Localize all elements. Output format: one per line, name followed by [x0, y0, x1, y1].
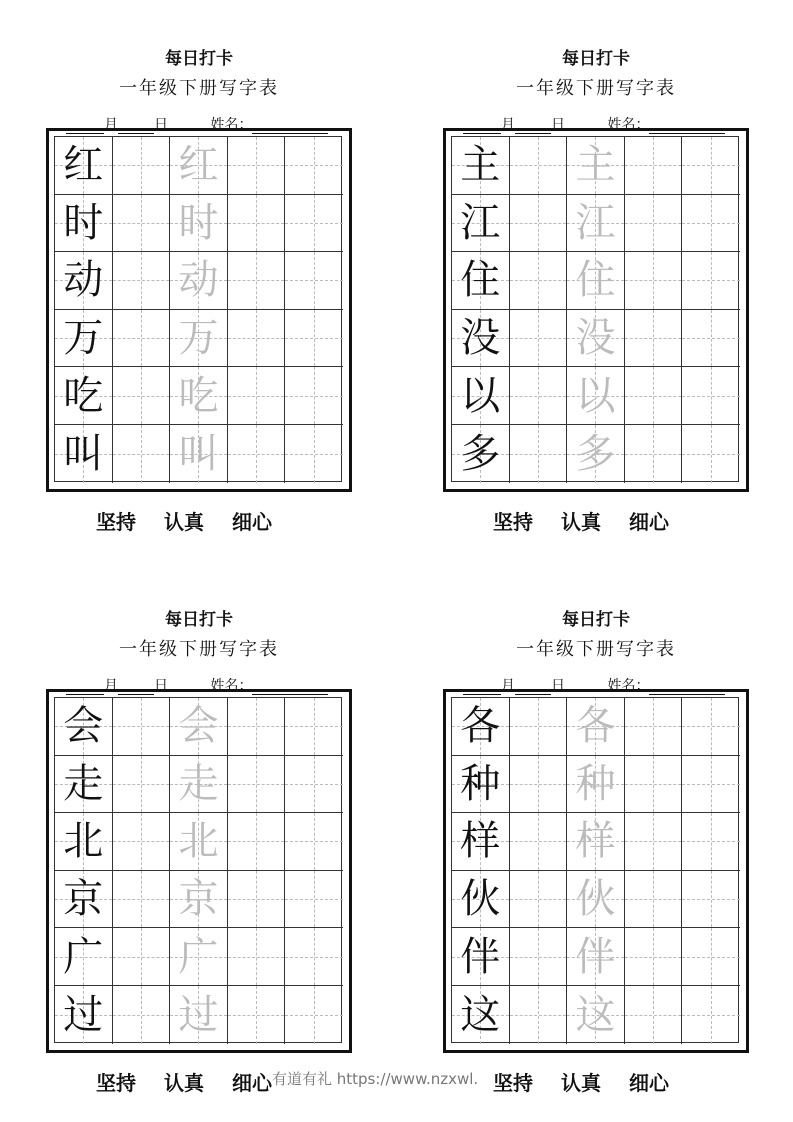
grid-cell[interactable] [113, 986, 171, 1044]
grid-cell[interactable] [113, 137, 171, 195]
grid-cell[interactable] [113, 425, 171, 483]
grid-cell[interactable] [285, 367, 343, 425]
grid-cell[interactable] [682, 310, 740, 368]
motto-word: 坚持 [493, 1071, 533, 1095]
grid-cell[interactable] [682, 252, 740, 310]
grid-cell[interactable] [113, 871, 171, 929]
trace-character: 吃 [178, 372, 219, 419]
trace-character: 住 [575, 257, 616, 304]
motto-word: 认真 [164, 1071, 204, 1095]
grid-cell[interactable] [510, 252, 568, 310]
grid-cell [55, 928, 113, 986]
motto-word: 细心 [232, 510, 272, 534]
motto [493, 1067, 697, 1096]
model-character: 过 [63, 991, 104, 1038]
grid-cell[interactable] [510, 195, 568, 253]
grid-cell[interactable] [682, 928, 740, 986]
grid-cell [567, 928, 625, 986]
model-character: 会 [63, 703, 104, 750]
day-label: 日 [551, 117, 565, 133]
day-label: 日 [551, 678, 565, 694]
grid-cell[interactable] [228, 425, 286, 483]
grid-cell[interactable] [285, 871, 343, 929]
day-label: 日 [154, 678, 168, 694]
grid-cell [452, 986, 510, 1044]
model-character: 这 [460, 991, 501, 1038]
grid-cell[interactable] [285, 986, 343, 1044]
grid-cell[interactable] [113, 252, 171, 310]
grid-cell[interactable] [625, 137, 683, 195]
motto-word: 细心 [629, 1071, 669, 1095]
grid-cell[interactable] [113, 698, 171, 756]
grid-cell [170, 756, 228, 814]
grid-cell [567, 756, 625, 814]
grid-cell [567, 813, 625, 871]
month-label: 月 [104, 678, 118, 694]
grid-cell [452, 813, 510, 871]
writing-box [443, 128, 749, 492]
grid-cell[interactable] [510, 425, 568, 483]
model-character: 叫 [63, 430, 104, 477]
grid-cell [170, 986, 228, 1044]
grid-cell[interactable] [682, 137, 740, 195]
trace-character: 红 [178, 142, 219, 189]
grid-cell[interactable] [285, 425, 343, 483]
grid-cell[interactable] [228, 310, 286, 368]
grid-cell[interactable] [228, 813, 286, 871]
grid-cell[interactable] [113, 310, 171, 368]
grid-cell[interactable] [510, 871, 568, 929]
grid-cell[interactable] [228, 195, 286, 253]
trace-character: 这 [575, 991, 616, 1038]
card-subtitle: 一年级下册写字表 [119, 78, 279, 99]
grid-cell[interactable] [682, 367, 740, 425]
grid-cell[interactable] [510, 756, 568, 814]
model-character: 住 [460, 257, 501, 304]
grid-cell [55, 310, 113, 368]
grid-cell[interactable] [625, 986, 683, 1044]
trace-character: 种 [575, 760, 616, 807]
card-title: 每日打卡 [562, 49, 630, 69]
trace-character: 北 [178, 818, 219, 865]
grid-cell [170, 195, 228, 253]
grid-cell [55, 195, 113, 253]
model-character: 走 [63, 760, 104, 807]
grid-cell [452, 137, 510, 195]
grid-cell[interactable] [625, 195, 683, 253]
trace-character: 以 [575, 372, 616, 419]
trace-character: 时 [178, 199, 219, 246]
grid-cell[interactable] [682, 871, 740, 929]
grid-cell[interactable] [228, 871, 286, 929]
grid-cell[interactable] [625, 252, 683, 310]
model-character: 吃 [63, 372, 104, 419]
writing-box [443, 689, 749, 1053]
card-title: 每日打卡 [562, 610, 630, 630]
trace-character: 万 [178, 315, 219, 362]
grid-cell [55, 871, 113, 929]
grid-cell [55, 252, 113, 310]
writing-box [46, 689, 352, 1053]
trace-character: 样 [575, 818, 616, 865]
card-title: 每日打卡 [165, 610, 233, 630]
grid-cell[interactable] [285, 195, 343, 253]
grid-cell [170, 698, 228, 756]
model-character: 伴 [460, 933, 501, 980]
grid-cell[interactable] [113, 367, 171, 425]
motto-word: 认真 [164, 510, 204, 534]
model-character: 北 [63, 818, 104, 865]
grid-cell[interactable] [285, 756, 343, 814]
grid-cell [55, 986, 113, 1044]
motto-word: 坚持 [493, 510, 533, 534]
grid-cell[interactable] [510, 310, 568, 368]
card-subtitle: 一年级下册写字表 [119, 639, 279, 660]
trace-character: 会 [178, 703, 219, 750]
grid-cell[interactable] [285, 698, 343, 756]
model-character: 动 [63, 257, 104, 304]
grid-cell [452, 871, 510, 929]
grid-cell[interactable] [228, 698, 286, 756]
motto-word: 坚持 [96, 1071, 136, 1095]
grid-cell[interactable] [682, 813, 740, 871]
grid-cell [452, 195, 510, 253]
model-character: 没 [460, 315, 501, 362]
month-label: 月 [501, 678, 515, 694]
writing-grid [451, 697, 739, 1043]
motto [96, 506, 300, 535]
grid-cell [55, 367, 113, 425]
grid-cell [170, 813, 228, 871]
grid-cell[interactable] [113, 928, 171, 986]
trace-character: 多 [575, 430, 616, 477]
grid-cell[interactable] [113, 813, 171, 871]
model-character: 时 [63, 199, 104, 246]
trace-character: 各 [575, 703, 616, 750]
grid-cell[interactable] [228, 367, 286, 425]
grid-cell [170, 137, 228, 195]
grid-cell[interactable] [682, 698, 740, 756]
practice-card [443, 32, 749, 552]
motto-word: 细心 [232, 1071, 272, 1095]
month-label: 月 [104, 117, 118, 133]
motto-word: 细心 [629, 510, 669, 534]
motto [493, 506, 697, 535]
trace-character: 广 [178, 933, 219, 980]
grid-cell[interactable] [682, 986, 740, 1044]
grid-cell [170, 367, 228, 425]
grid-cell[interactable] [228, 756, 286, 814]
grid-cell[interactable] [625, 813, 683, 871]
motto-word: 认真 [561, 510, 601, 534]
grid-cell[interactable] [625, 698, 683, 756]
model-character: 以 [460, 372, 501, 419]
model-character: 红 [63, 142, 104, 189]
motto [96, 1067, 300, 1096]
grid-cell [567, 195, 625, 253]
grid-cell [55, 813, 113, 871]
grid-cell [55, 698, 113, 756]
grid-cell[interactable] [285, 813, 343, 871]
grid-cell [567, 986, 625, 1044]
grid-cell[interactable] [682, 756, 740, 814]
motto-word: 认真 [561, 1071, 601, 1095]
grid-cell[interactable] [625, 425, 683, 483]
motto-word: 坚持 [96, 510, 136, 534]
grid-cell [170, 425, 228, 483]
card-subtitle: 一年级下册写字表 [516, 639, 676, 660]
model-character: 广 [63, 933, 104, 980]
practice-card [46, 593, 352, 1113]
grid-cell [452, 756, 510, 814]
grid-cell[interactable] [625, 367, 683, 425]
practice-card [443, 593, 749, 1113]
grid-cell[interactable] [228, 137, 286, 195]
trace-character: 京 [178, 876, 219, 923]
grid-cell [567, 252, 625, 310]
model-character: 各 [460, 703, 501, 750]
name-label: 姓名： [210, 117, 253, 133]
grid-cell [170, 928, 228, 986]
grid-cell[interactable] [113, 756, 171, 814]
writing-grid [54, 136, 342, 482]
card-subtitle: 一年级下册写字表 [516, 78, 676, 99]
grid-cell[interactable] [285, 252, 343, 310]
grid-cell [567, 137, 625, 195]
grid-cell [170, 310, 228, 368]
grid-cell[interactable] [510, 698, 568, 756]
model-character: 京 [63, 876, 104, 923]
month-label: 月 [501, 117, 515, 133]
writing-grid [54, 697, 342, 1043]
grid-cell [452, 310, 510, 368]
grid-cell[interactable] [510, 137, 568, 195]
model-character: 多 [460, 430, 501, 477]
grid-cell [452, 928, 510, 986]
trace-character: 动 [178, 257, 219, 304]
grid-cell [567, 425, 625, 483]
trace-character: 伴 [575, 933, 616, 980]
writing-box [46, 128, 352, 492]
writing-grid [451, 136, 739, 482]
grid-cell[interactable] [113, 195, 171, 253]
trace-character: 叫 [178, 430, 219, 477]
model-character: 万 [63, 315, 104, 362]
name-label: 姓名： [210, 678, 253, 694]
grid-cell [452, 698, 510, 756]
grid-cell [567, 871, 625, 929]
grid-cell[interactable] [510, 367, 568, 425]
grid-cell [170, 252, 228, 310]
trace-character: 伙 [575, 876, 616, 923]
practice-card [46, 32, 352, 552]
grid-cell[interactable] [625, 756, 683, 814]
grid-cell[interactable] [510, 928, 568, 986]
grid-cell[interactable] [228, 986, 286, 1044]
name-label: 姓名： [607, 117, 650, 133]
grid-cell [452, 367, 510, 425]
grid-cell [55, 137, 113, 195]
watermark: 有道有礼 https://www.nzxwl. [272, 1070, 479, 1088]
grid-cell[interactable] [228, 252, 286, 310]
grid-cell[interactable] [625, 310, 683, 368]
grid-cell [55, 425, 113, 483]
grid-cell [170, 871, 228, 929]
grid-cell[interactable] [285, 928, 343, 986]
grid-cell[interactable] [228, 928, 286, 986]
grid-cell[interactable] [625, 871, 683, 929]
grid-cell[interactable] [285, 137, 343, 195]
trace-character: 江 [575, 199, 616, 246]
grid-cell [567, 698, 625, 756]
grid-cell[interactable] [285, 310, 343, 368]
grid-cell[interactable] [510, 813, 568, 871]
trace-character: 走 [178, 760, 219, 807]
model-character: 伙 [460, 876, 501, 923]
grid-cell [55, 756, 113, 814]
model-character: 种 [460, 760, 501, 807]
grid-cell[interactable] [510, 986, 568, 1044]
card-title: 每日打卡 [165, 49, 233, 69]
grid-cell [452, 425, 510, 483]
grid-cell[interactable] [682, 425, 740, 483]
model-character: 主 [460, 142, 501, 189]
grid-cell [567, 367, 625, 425]
model-character: 江 [460, 199, 501, 246]
grid-cell [567, 310, 625, 368]
grid-cell[interactable] [625, 928, 683, 986]
grid-cell [452, 252, 510, 310]
name-label: 姓名： [607, 678, 650, 694]
model-character: 样 [460, 818, 501, 865]
trace-character: 过 [178, 991, 219, 1038]
grid-cell[interactable] [682, 195, 740, 253]
trace-character: 没 [575, 315, 616, 362]
trace-character: 主 [575, 142, 616, 189]
day-label: 日 [154, 117, 168, 133]
